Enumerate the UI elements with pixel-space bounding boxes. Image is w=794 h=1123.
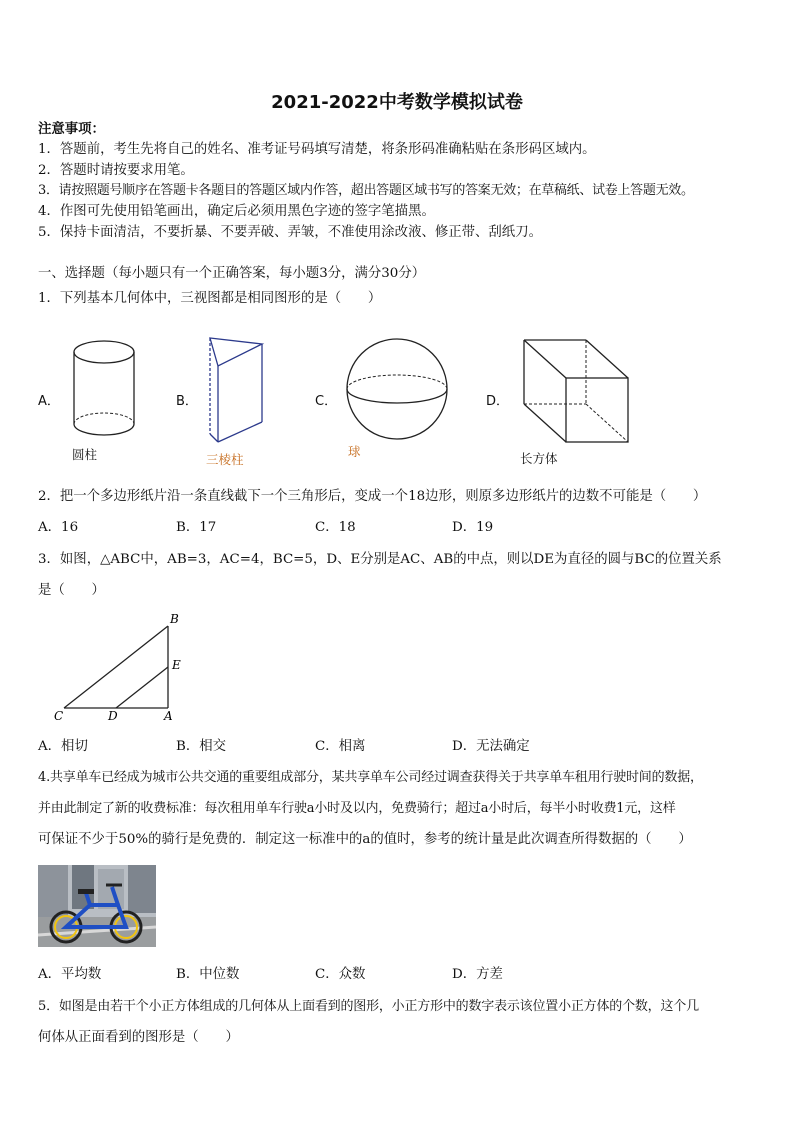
q3-option-a[interactable]: A．相切 (38, 739, 88, 754)
q1-option-d-label[interactable]: D． (486, 394, 510, 409)
q3-option-d[interactable]: D．无法确定 (452, 739, 530, 754)
point-d-label: D (108, 709, 118, 723)
question-2-stem: 2．把一个多边形纸片沿一条直线截下一个三角形后，变成一个18边形，则原多边形纸片的边数不可能是（ ） (38, 489, 707, 504)
q3-option-c[interactable]: C．相离 (315, 739, 366, 754)
triangular-prism-figure (204, 336, 268, 444)
point-e-label: E (172, 658, 181, 672)
q2-option-a[interactable]: A．16 (38, 520, 79, 535)
sphere-figure (345, 337, 449, 441)
cylinder-figure (72, 338, 138, 442)
notice-heading: 注意事项： (38, 122, 105, 137)
q2-option-d[interactable]: D．19 (452, 520, 494, 535)
point-b-label: B (170, 612, 179, 626)
notice-item: 3．请按照题号顺序在答题卡各题目的答题区域内作答，超出答题区域书写的答案无效；在草稿纸、试卷上答题无效。 (38, 183, 694, 198)
notice-item: 1．答题前，考生先将自己的姓名、准考证号码填写清楚，将条形码准确粘贴在条形码区域内。 (38, 142, 596, 157)
q1-caption-cylinder: 圆柱 (72, 447, 98, 462)
q4-option-b[interactable]: B．中位数 (176, 967, 240, 982)
question-4-line: 并由此制定了新的收费标准：每次租用单车行驶a小时及以内，免费骑行；超过a小时后，每半小时收费1元，这样 (38, 801, 676, 816)
point-c-label: C (54, 709, 64, 723)
question-1-stem: 1．下列基本几何体中，三视图都是相同图形的是（ ） (38, 291, 382, 306)
q2-option-c[interactable]: C．18 (315, 520, 356, 535)
q4-option-c[interactable]: C．众数 (315, 967, 366, 982)
notice-item: 4．作图可先使用铅笔画出，确定后必须用黑色字迹的签字笔描黑。 (38, 204, 435, 219)
section-heading: 一、选择题（每小题只有一个正确答案，每小题3分，满分30分） (38, 266, 426, 281)
q1-caption-cuboid: 长方体 (520, 451, 558, 466)
cuboid-figure (520, 338, 632, 444)
notice-item: 5．保持卡面清洁，不要折暴、不要弄破、弄皱，不准使用涂改液、修正带、刮纸刀。 (38, 225, 542, 240)
q3-option-b[interactable]: B．相交 (176, 739, 227, 754)
q4-option-a[interactable]: A．平均数 (38, 967, 102, 982)
page-title: 2021-2022中考数学模拟试卷 (271, 92, 523, 113)
shared-bicycle-photo (38, 865, 156, 947)
question-5-line: 何体从正面看到的图形是（ ） (38, 1030, 239, 1045)
q2-option-b[interactable]: B．17 (176, 520, 217, 535)
notice-item: 2．答题时请按要求用笔。 (38, 163, 194, 178)
q1-option-c-label[interactable]: C． (315, 394, 338, 409)
triangle-figure (50, 610, 190, 725)
point-a-label: A (164, 709, 173, 723)
q4-option-d[interactable]: D．方差 (452, 967, 503, 982)
q1-option-a-label[interactable]: A． (38, 394, 60, 409)
q1-caption-sphere: 球 (348, 444, 361, 459)
question-3-stem-cont: 是（ ） (38, 583, 105, 598)
question-4-line: 4.共享单车已经成为城市公共交通的重要组成部分，某共享单车公司经过调查获得关于共享单车租用行驶时间的数据， (38, 770, 703, 785)
q1-option-b-label[interactable]: B． (176, 394, 198, 409)
question-5-line: 5．如图是由若干个小正方体组成的几何体从上面看到的图形，小正方形中的数字表示该位置小正方体的个数，这个几 (38, 999, 699, 1014)
question-3-stem: 3．如图，△ABC中，AB=3，AC=4，BC=5，D、E分别是AC、AB的中点，则以DE为直径的圆与BC的位置关系 (38, 552, 722, 567)
q1-caption-prism: 三棱柱 (206, 452, 244, 467)
question-4-line: 可保证不少于50%的骑行是免费的．制定这一标准中的a的值时，参考的统计量是此次调查所得数据的（ ） (38, 832, 692, 847)
